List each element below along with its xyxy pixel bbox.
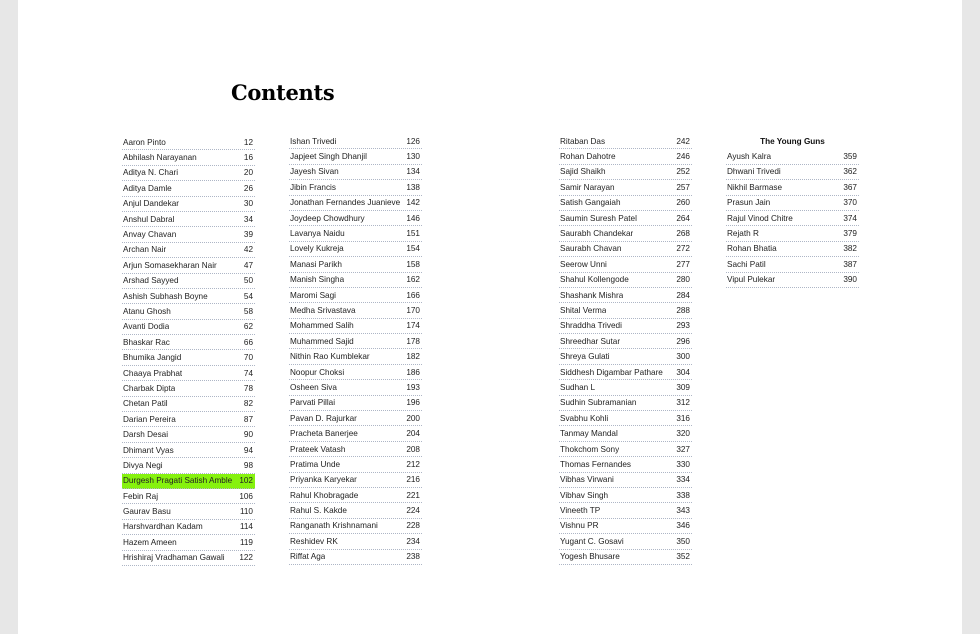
toc-entry[interactable] (122, 166, 255, 181)
entry-name: Pratima Unde (290, 459, 341, 469)
entry-name: Arjun Somasekharan Nair (123, 260, 217, 270)
entry-page-number: 114 (239, 522, 253, 532)
entry-page-number: 334 (676, 475, 690, 485)
entry-name: Charbak Dipta (123, 383, 176, 393)
toc-entry[interactable] (559, 288, 692, 303)
toc-entry[interactable] (726, 165, 859, 180)
entry-page-number: 78 (243, 383, 253, 393)
entry-name: Jayesh Sivan (290, 167, 339, 177)
toc-entry[interactable] (122, 197, 255, 212)
entry-name: Chaaya Prabhat (123, 368, 183, 378)
entry-page-number: 138 (406, 182, 420, 192)
entry-page-number: 110 (239, 507, 253, 517)
entry-page-number: 39 (243, 230, 253, 240)
entry-page-number: 126 (406, 136, 420, 146)
toc-entry[interactable] (289, 473, 422, 488)
entry-name: Vineeth TP (560, 506, 601, 516)
entry-page-number: 350 (676, 536, 690, 546)
toc-entry[interactable] (289, 149, 422, 164)
entry-name: Aditya Damle (123, 183, 172, 193)
toc-entry[interactable] (289, 134, 422, 149)
entry-page-number: 87 (243, 414, 253, 424)
toc-entry[interactable] (289, 365, 422, 380)
entry-name: Joydeep Chowdhury (290, 213, 365, 223)
entry-page-number: 170 (406, 305, 420, 315)
entry-page-number: 260 (676, 198, 690, 208)
toc-entry[interactable] (726, 211, 859, 226)
entry-page-number: 34 (243, 214, 253, 224)
entry-page-number: 90 (243, 430, 253, 440)
entry-page-number: 42 (243, 245, 253, 255)
entry-name: Prasun Jain (727, 198, 771, 208)
toc-entry[interactable] (122, 520, 255, 535)
entry-name: Rohan Dahotre (560, 152, 616, 162)
entry-page-number: 309 (676, 382, 690, 392)
toc-entry[interactable] (289, 273, 422, 288)
entry-name: Seerow Unni (560, 259, 607, 269)
entry-name: Pavan D. Rajurkar (290, 413, 357, 423)
toc-entry[interactable] (122, 181, 255, 196)
toc-entry[interactable] (289, 411, 422, 426)
entry-name: Ritaban Das (560, 136, 606, 146)
entry-page-number: 312 (676, 398, 690, 408)
entry-page-number: 242 (676, 136, 690, 146)
toc-entry[interactable] (122, 366, 255, 381)
toc-entry[interactable] (559, 411, 692, 426)
entry-name: Rahul S. Kakde (290, 506, 347, 516)
entry-page-number: 268 (676, 229, 690, 239)
entry-name: Dhwani Trivedi (727, 167, 781, 177)
entry-name: Osheen Siva (290, 382, 337, 392)
entry-page-number: 316 (676, 413, 690, 423)
entry-page-number: 94 (243, 445, 253, 455)
entry-name: Darian Pereira (123, 414, 176, 424)
section-heading: The Young Guns (760, 137, 825, 146)
entry-name: Satish Gangaiah (560, 198, 621, 208)
entry-name: Lovely Kukreja (290, 244, 344, 254)
toc-entry[interactable] (726, 149, 859, 164)
entry-name: Avanti Dodia (123, 322, 170, 332)
toc-entry[interactable] (122, 381, 255, 396)
entry-name: Divya Negi (123, 460, 163, 470)
toc-entry[interactable] (122, 489, 255, 504)
entry-name: Lavanya Naidu (290, 229, 345, 239)
toc-entry[interactable] (122, 135, 255, 150)
toc-entry[interactable] (289, 319, 422, 334)
entry-name: Ayush Kalra (727, 152, 771, 162)
toc-entry[interactable] (122, 397, 255, 412)
toc-entry[interactable] (122, 412, 255, 427)
entry-name: Reshidev RK (290, 536, 338, 546)
entry-name: Dhimant Vyas (123, 445, 174, 455)
entry-name: Jibin Francis (290, 182, 336, 192)
entry-page-number: 134 (406, 167, 420, 177)
entry-name: Anjul Dandekar (123, 199, 179, 209)
entry-page-number: 119 (239, 537, 253, 547)
entry-page-number: 370 (843, 198, 857, 208)
entry-name: Gaurav Basu (123, 507, 171, 517)
entry-page-number: 288 (676, 305, 690, 315)
entry-name: Shraddha Trivedi (560, 321, 622, 331)
entry-name: Shital Verma (560, 305, 607, 315)
entry-page-number: 264 (676, 213, 690, 223)
entry-name: Anshul Dabral (123, 214, 175, 224)
toc-entry[interactable] (122, 443, 255, 458)
entry-page-number: 186 (406, 367, 420, 377)
entry-page-number: 228 (406, 521, 420, 531)
entry-name: Bhaskar Rac (123, 337, 170, 347)
toc-entry[interactable] (289, 242, 422, 257)
toc-entry[interactable] (289, 380, 422, 395)
entry-name: Muhammed Sajid (290, 336, 354, 346)
entry-name: Ishan Trivedi (290, 136, 337, 146)
entry-name: Prateek Vatash (290, 444, 346, 454)
toc-entry[interactable] (122, 227, 255, 242)
entry-page-number: 293 (676, 321, 690, 331)
entry-name: Sudhan L (560, 382, 596, 392)
toc-entry[interactable] (559, 519, 692, 534)
entry-page-number: 246 (676, 152, 690, 162)
entry-name: Rahul Khobragade (290, 490, 359, 500)
entry-page-number: 98 (243, 460, 253, 470)
entry-page-number: 122 (239, 553, 253, 563)
entry-page-number: 182 (406, 352, 420, 362)
entry-name: Shashank Mishra (560, 290, 624, 300)
entry-page-number: 390 (843, 275, 857, 285)
entry-name: Vipul Pulekar (727, 275, 776, 285)
entry-page-number: 54 (243, 291, 253, 301)
toc-entry[interactable] (289, 457, 422, 472)
entry-page-number: 284 (676, 290, 690, 300)
contents-column-4 (726, 134, 859, 288)
entry-name: Rohan Bhatia (727, 244, 777, 254)
entry-page-number: 208 (406, 444, 420, 454)
entry-page-number: 142 (406, 198, 420, 208)
entry-page-number: 62 (243, 322, 253, 332)
entry-page-number: 379 (843, 229, 857, 239)
toc-entry[interactable] (559, 226, 692, 241)
entry-name: Darsh Desai (123, 430, 169, 440)
toc-entry[interactable] (289, 534, 422, 549)
entry-name: Shreedhar Sutar (560, 336, 621, 346)
entry-page-number: 304 (676, 367, 690, 377)
entry-page-number: 221 (406, 490, 420, 500)
entry-page-number: 296 (676, 336, 690, 346)
toc-entry[interactable] (122, 551, 255, 566)
entry-name: Riffat Aga (290, 552, 326, 562)
entry-page-number: 66 (243, 337, 253, 347)
entry-name: Priyanka Karyekar (290, 475, 357, 485)
entry-name: Rajul Vinod Chitre (727, 213, 793, 223)
entry-name: Siddhesh Digambar Pathare (560, 367, 663, 377)
entry-name: Shreya Gulati (560, 352, 610, 362)
entry-page-number: 346 (676, 521, 690, 531)
contents-column-3 (559, 134, 692, 565)
toc-entry-highlighted[interactable] (122, 474, 255, 489)
toc-entry[interactable] (122, 335, 255, 350)
entry-page-number: 330 (676, 459, 690, 469)
toc-entry[interactable] (559, 273, 692, 288)
toc-entry[interactable] (289, 165, 422, 180)
toc-entry[interactable] (559, 180, 692, 195)
entry-name: Thomas Fernandes (560, 459, 631, 469)
toc-entry[interactable] (289, 226, 422, 241)
entry-name: Durgesh Pragati Satish Amble (123, 476, 233, 486)
document-page (18, 0, 962, 634)
toc-entry[interactable] (559, 349, 692, 364)
entry-page-number: 338 (676, 490, 690, 500)
entry-name: Pracheta Banerjee (290, 429, 358, 439)
entry-page-number: 74 (243, 368, 253, 378)
entry-page-number: 26 (243, 183, 253, 193)
entry-page-number: 20 (243, 168, 253, 178)
entry-page-number: 300 (676, 352, 690, 362)
entry-page-number: 193 (406, 382, 420, 392)
toc-entry[interactable] (122, 504, 255, 519)
toc-entry[interactable] (122, 458, 255, 473)
entry-page-number: 58 (243, 306, 253, 316)
entry-page-number: 130 (406, 152, 420, 162)
entry-page-number: 343 (676, 506, 690, 516)
entry-name: Chetan Patil (123, 399, 168, 409)
entry-page-number: 146 (406, 213, 420, 223)
entry-page-number: 387 (843, 259, 857, 269)
entry-name: Maromi Sagi (290, 290, 336, 300)
entry-name: Japjeet Singh Dhanjil (290, 152, 367, 162)
entry-page-number: 106 (239, 491, 253, 501)
toc-entry[interactable] (122, 304, 255, 319)
entry-page-number: 12 (243, 137, 253, 147)
toc-entry[interactable] (726, 257, 859, 272)
entry-page-number: 200 (406, 413, 420, 423)
toc-entry[interactable] (559, 534, 692, 549)
entry-name: Sajid Shaikh (560, 167, 606, 177)
toc-entry[interactable] (559, 426, 692, 441)
entry-page-number: 277 (676, 259, 690, 269)
toc-entry[interactable] (122, 350, 255, 365)
toc-entry[interactable] (559, 457, 692, 472)
toc-entry[interactable] (559, 473, 692, 488)
toc-entry[interactable] (726, 180, 859, 195)
entry-page-number: 82 (243, 399, 253, 409)
toc-entry[interactable] (559, 442, 692, 457)
toc-entry[interactable] (122, 150, 255, 165)
entry-name: Noopur Choksi (290, 367, 345, 377)
entry-name: Atanu Ghosh (123, 306, 171, 316)
toc-entry[interactable] (289, 196, 422, 211)
toc-entry[interactable] (289, 519, 422, 534)
entry-name: Tanmay Mandal (560, 429, 618, 439)
entry-name: Vishnu PR (560, 521, 599, 531)
toc-entry[interactable] (122, 320, 255, 335)
toc-entry[interactable] (289, 211, 422, 226)
toc-entry[interactable] (122, 289, 255, 304)
entry-page-number: 382 (843, 244, 857, 254)
toc-entry[interactable] (289, 488, 422, 503)
entry-name: Ranganath Krishnamani (290, 521, 378, 531)
entry-page-number: 212 (406, 459, 420, 469)
contents-column-1 (122, 135, 255, 566)
entry-name: Sachi Patil (727, 259, 766, 269)
toc-entry[interactable] (559, 488, 692, 503)
entry-page-number: 166 (406, 290, 420, 300)
entry-page-number: 234 (406, 536, 420, 546)
entry-name: Harshvardhan Kadam (123, 522, 203, 532)
entry-name: Sudhin Subramanian (560, 398, 637, 408)
entry-name: Ashish Subhash Boyne (123, 291, 208, 301)
entry-page-number: 158 (406, 259, 420, 269)
toc-entry[interactable] (122, 258, 255, 273)
entry-page-number: 272 (676, 244, 690, 254)
toc-entry[interactable] (122, 427, 255, 442)
toc-entry[interactable] (559, 242, 692, 257)
entry-name: Vibhav Singh (560, 490, 609, 500)
entry-name: Hrishiraj Vradhaman Gawali (123, 553, 225, 563)
entry-page-number: 216 (406, 475, 420, 485)
entry-name: Archan Nair (123, 245, 167, 255)
entry-name: Arshad Sayyed (123, 276, 179, 286)
entry-name: Yogesh Bhusare (560, 552, 620, 562)
page-title: Contents (231, 80, 335, 105)
entry-page-number: 367 (843, 182, 857, 192)
toc-entry[interactable] (289, 180, 422, 195)
toc-entry[interactable] (289, 288, 422, 303)
entry-name: Svabhu Kohli (560, 413, 609, 423)
entry-page-number: 352 (676, 552, 690, 562)
entry-page-number: 174 (406, 321, 420, 331)
entry-page-number: 252 (676, 167, 690, 177)
entry-name: Shahul Kollengode (560, 275, 629, 285)
entry-name: Anvay Chavan (123, 230, 177, 240)
entry-page-number: 30 (243, 199, 253, 209)
toc-entry[interactable] (559, 334, 692, 349)
entry-name: Saumin Suresh Patel (560, 213, 637, 223)
toc-entry[interactable] (726, 226, 859, 241)
entry-page-number: 16 (243, 153, 253, 163)
entry-name: Samir Narayan (560, 182, 615, 192)
toc-entry[interactable] (289, 257, 422, 272)
entry-page-number: 224 (406, 506, 420, 516)
entry-name: Aditya N. Chari (123, 168, 179, 178)
entry-name: Saurabh Chavan (560, 244, 622, 254)
entry-page-number: 327 (676, 444, 690, 454)
entry-page-number: 196 (406, 398, 420, 408)
toc-entry[interactable] (559, 165, 692, 180)
toc-entry[interactable] (289, 396, 422, 411)
toc-entry[interactable] (559, 149, 692, 164)
entry-name: Rejath R (727, 229, 759, 239)
entry-name: Nikhil Barmase (727, 182, 783, 192)
toc-entry[interactable] (559, 196, 692, 211)
entry-name: Yugant C. Gosavi (560, 536, 624, 546)
entry-name: Abhilash Narayanan (123, 153, 197, 163)
toc-entry[interactable] (559, 257, 692, 272)
entry-page-number: 374 (843, 213, 857, 223)
toc-entry[interactable] (559, 134, 692, 149)
entry-name: Bhumika Jangid (123, 353, 182, 363)
entry-page-number: 50 (243, 276, 253, 286)
toc-entry[interactable] (559, 319, 692, 334)
toc-entry[interactable] (289, 334, 422, 349)
entry-page-number: 151 (406, 229, 420, 239)
toc-entry[interactable] (289, 303, 422, 318)
toc-entry[interactable] (726, 242, 859, 257)
toc-entry[interactable] (726, 196, 859, 211)
entry-name: Nithin Rao Kumblekar (290, 352, 370, 362)
toc-entry[interactable] (559, 303, 692, 318)
entry-name: Jonathan Fernandes Juanieve (290, 198, 401, 208)
toc-entry[interactable] (289, 503, 422, 518)
entry-name: Saurabh Chandekar (560, 229, 634, 239)
entry-name: Hazem Ameen (123, 537, 177, 547)
entry-name: Aaron Pinto (123, 137, 166, 147)
toc-entry[interactable] (726, 273, 859, 288)
entry-name: Manasi Parikh (290, 259, 342, 269)
entry-name: Manish Singha (290, 275, 345, 285)
entry-page-number: 320 (676, 429, 690, 439)
toc-entry[interactable] (289, 550, 422, 565)
toc-entry[interactable] (559, 380, 692, 395)
toc-entry[interactable] (289, 442, 422, 457)
toc-entry[interactable] (559, 396, 692, 411)
toc-entry[interactable] (559, 365, 692, 380)
entry-page-number: 178 (406, 336, 420, 346)
entry-name: Febin Raj (123, 491, 159, 501)
entry-page-number: 280 (676, 275, 690, 285)
entry-page-number: 70 (243, 353, 253, 363)
toc-entry[interactable] (122, 212, 255, 227)
entry-page-number: 102 (239, 476, 253, 486)
entry-page-number: 162 (406, 275, 420, 285)
toc-entry[interactable] (122, 535, 255, 550)
entry-name: Thokchom Sony (560, 444, 620, 454)
toc-entry[interactable] (122, 274, 255, 289)
toc-entry[interactable] (122, 243, 255, 258)
entry-page-number: 47 (243, 260, 253, 270)
entry-name: Vibhas Virwani (560, 475, 614, 485)
entry-page-number: 257 (676, 182, 690, 192)
entry-page-number: 238 (406, 552, 420, 562)
toc-entry[interactable] (289, 426, 422, 441)
entry-page-number: 359 (843, 152, 857, 162)
entry-name: Mohammed Salih (290, 321, 354, 331)
entry-name: Parvati Pillai (290, 398, 336, 408)
entry-page-number: 204 (406, 429, 420, 439)
toc-entry[interactable] (289, 349, 422, 364)
toc-entry[interactable] (559, 503, 692, 518)
entry-page-number: 154 (406, 244, 420, 254)
entry-name: Medha Srivastava (290, 305, 356, 315)
entry-page-number: 362 (843, 167, 857, 177)
contents-column-2 (289, 134, 422, 565)
toc-entry[interactable] (559, 550, 692, 565)
toc-entry[interactable] (559, 211, 692, 226)
